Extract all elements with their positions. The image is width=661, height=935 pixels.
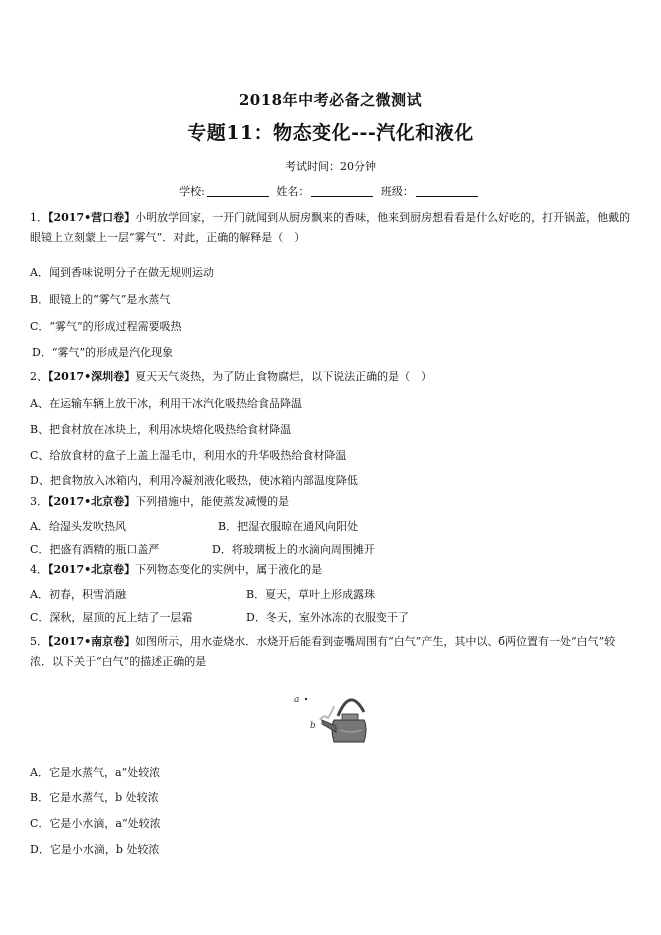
- question-4-stem: [30, 560, 640, 580]
- question-4-option-d: D．冬天，室外冰冻的衣服变干了: [246, 611, 409, 624]
- question-5-stem: [30, 632, 636, 672]
- point-a-marker: [305, 698, 307, 700]
- question-2-option-b: B、把食材放在冰块上，利用冰块熔化吸热给食材降温: [30, 423, 292, 436]
- question-2-option-a: A、在运输车辆上放干冰，利用干冰汽化吸热给食品降温: [30, 397, 302, 410]
- question-1-option-a: A．闻到香味说明分子在做无规则运动: [30, 266, 214, 279]
- question-5-option-c: C．它是小水滴，a“处较浓: [30, 817, 161, 830]
- question-source: 【2017•北京卷】: [48, 495, 136, 508]
- question-source: 【2017•深圳卷】: [48, 370, 136, 383]
- class-blank: [416, 184, 478, 197]
- exam-title: 2018年中考必备之微测试: [238, 91, 423, 109]
- question-source: 【2017•北京卷】: [48, 563, 136, 576]
- question-number: 3．: [30, 495, 48, 508]
- question-5-option-d: D．它是小水滴，b 处较浓: [30, 843, 160, 856]
- question-4-option-a: A．初春，积雪消融: [30, 588, 126, 601]
- question-5-option-a: A．它是水蒸气，a“处较浓: [30, 766, 161, 779]
- question-2-stem: [30, 367, 640, 387]
- student-info-line: [0, 183, 661, 199]
- kettle-image: [290, 686, 370, 748]
- question-1-option-c: C．“雾气”的形成过程需要吸热: [30, 320, 182, 333]
- question-number: 1．: [30, 211, 48, 224]
- question-3-option-c: C．把盛有酒精的瓶口盖严: [30, 543, 160, 556]
- question-1-stem: [30, 208, 640, 248]
- question-4-option-b: B．夏天，草叶上形成露珠: [246, 588, 376, 601]
- question-3-option-b: B．把湿衣服晾在通风向阳处: [218, 520, 359, 533]
- exam-time: 考试时间：20分钟: [285, 160, 376, 173]
- school-blank: [207, 184, 269, 197]
- question-text: 夏天天气炎热，为了防止食物腐烂，以下说法正确的是（ ）: [135, 370, 433, 383]
- figure-label-a: a: [294, 695, 300, 705]
- kettle-figure: [290, 686, 370, 748]
- school-label: 学校:: [179, 185, 205, 198]
- topic-title: 专题11：物态变化---汽化和液化: [187, 122, 474, 144]
- question-5-option-b: B．它是水蒸气，b 处较浓: [30, 791, 159, 804]
- name-label: 姓名：: [276, 185, 310, 198]
- question-4-option-c: C．深秋，屋顶的瓦上结了一层霜: [30, 611, 193, 624]
- question-3-option-d: D．将玻璃板上的水滴向周围摊开: [212, 543, 375, 556]
- question-1-option-b: B．眼镜上的“雾气”是水蒸气: [30, 293, 171, 306]
- question-2-option-c: C、给放食材的盒子上盖上湿毛巾，利用水的升华吸热给食材降温: [30, 449, 347, 462]
- question-number: 4．: [30, 563, 48, 576]
- question-1-option-d: D．“雾气”的形成是汽化现象: [32, 346, 174, 359]
- class-label: 班级：: [380, 185, 414, 198]
- question-number: 5．: [30, 635, 48, 648]
- question-number: 2、: [30, 370, 48, 383]
- question-2-option-d: D、把食物放入冰箱内，利用冷凝剂液化吸热，使冰箱内部温度降低: [30, 474, 358, 487]
- question-3-option-a: A．给湿头发吹热风: [30, 520, 126, 533]
- question-text: 下列物态变化的实例中，属于液化的是: [135, 563, 323, 576]
- question-3-stem: [30, 492, 640, 512]
- question-text: 下列措施中，能使蒸发减慢的是: [135, 495, 290, 508]
- question-source: 【2017•营口卷】: [48, 211, 136, 224]
- question-text: 如图所示，用水壶烧水．水烧开后能看到壶嘴周围有“白气”产生，其中以、б两位置有一处“白气”较浓．以下关于“白气”的描述正确的是: [30, 635, 616, 668]
- question-source: 【2017•南京卷】: [48, 635, 136, 648]
- question-text: 小明放学回家，一开门就闻到从厨房飘来的香味，他来到厨房想看看是什么好吃的，打开锅盖，他戴的眼镜上立刻蒙上一层“雾气”．对此，正确的解释是（ ）: [30, 211, 631, 244]
- figure-label-b: b: [310, 721, 316, 731]
- name-blank: [311, 184, 373, 197]
